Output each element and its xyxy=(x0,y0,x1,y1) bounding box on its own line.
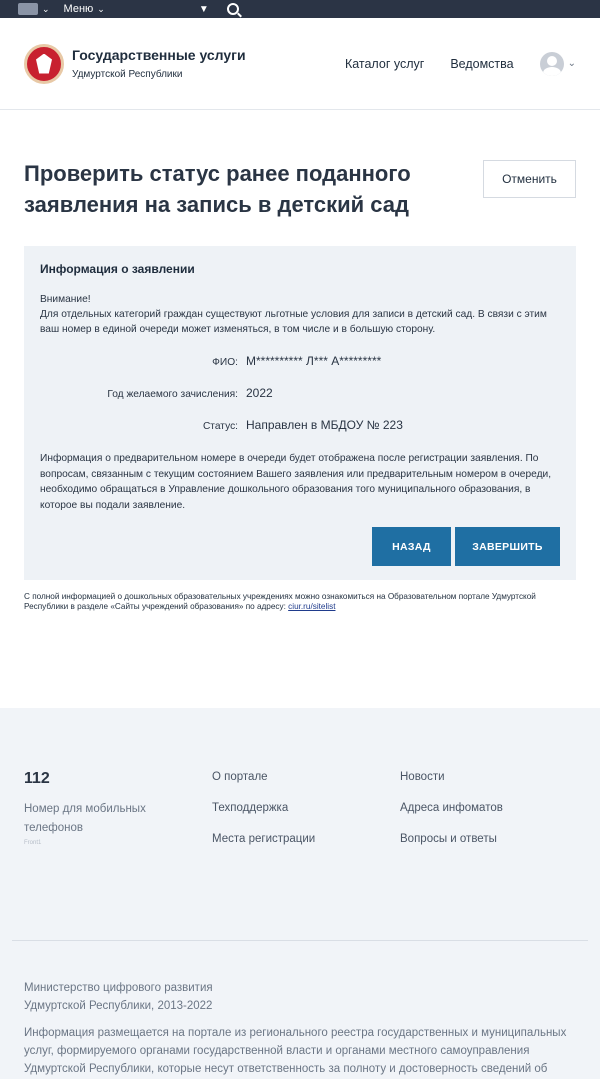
card-title: Информация о заявлении xyxy=(40,262,195,276)
brand[interactable] xyxy=(72,47,246,80)
brand-subtitle: Удмуртской Республики xyxy=(72,69,183,80)
field-row-fio xyxy=(40,354,560,386)
field-row-year xyxy=(40,386,560,418)
field-label: Год желаемого зачисления: xyxy=(107,389,238,400)
menu-label: Меню xyxy=(63,3,94,15)
emergency-phone[interactable]: 112 xyxy=(24,770,50,787)
chevron-down-icon: ⌄ xyxy=(567,58,576,69)
footer-link-registration-places[interactable]: Места регистрации xyxy=(212,833,316,845)
cancel-button[interactable]: Отменить xyxy=(483,160,576,198)
nav-catalog-link[interactable]: Каталог услуг xyxy=(344,56,425,71)
footer-links-column-1 xyxy=(212,770,400,864)
location-icon[interactable]: ▼ xyxy=(198,3,209,15)
notice xyxy=(40,292,560,337)
status-value: Направлен в МБДОУ № 223 xyxy=(246,418,403,432)
notice-text: Для отдельных категорий граждан существуют льготные условия для записи в детский сад. В связи с этим ваш номер в единой очереди может изменяться, в том числе и в большую сторону. xyxy=(40,309,547,335)
nav-departments-link[interactable]: Ведомства xyxy=(450,56,514,71)
footer-link-infomats[interactable]: Адреса инфоматов xyxy=(400,802,503,814)
region-emblem-icon xyxy=(18,3,38,15)
footer-links-column-2 xyxy=(400,770,503,864)
field-value: М********** Л*** А********* xyxy=(246,354,382,368)
search-icon[interactable] xyxy=(227,3,239,15)
ministry-line: Удмуртской Республики, 2013-2022 xyxy=(24,1000,213,1012)
phone-description: Номер для мобильных телефонов xyxy=(24,803,146,834)
chevron-down-icon: ⌄ xyxy=(97,3,105,14)
build-label: Front1 xyxy=(24,840,42,846)
page-title: Проверить статус ранее поданного заявления на запись в детский сад xyxy=(24,161,411,217)
site-header xyxy=(0,18,600,110)
main-nav xyxy=(319,52,576,76)
footer-columns xyxy=(0,708,600,864)
back-button[interactable]: НАЗАД xyxy=(372,527,451,566)
avatar-icon xyxy=(540,52,564,76)
notice-heading: Внимание! xyxy=(40,294,91,305)
footnote xyxy=(24,592,576,612)
footer-link-about[interactable]: О портале xyxy=(212,771,268,783)
menu-button[interactable] xyxy=(64,3,105,15)
footer-link-faq[interactable]: Вопросы и ответы xyxy=(400,833,497,845)
footer-phone-column xyxy=(24,770,212,864)
footer-link-news[interactable]: Новости xyxy=(400,771,445,783)
site-footer xyxy=(0,708,600,1079)
sitelist-link[interactable]: ciur.ru/sitelist xyxy=(288,602,336,611)
queue-info-text: Информация о предварительном номере в очереди будет отображена после регистрации заявления. По вопросам, связанным с текущим состоянием Вашего заявления или предварительным номером в очереди, необходимо обращаться в Управление дошкольного образования того муниципального образования, в которое вы подали заявление. xyxy=(40,453,552,511)
field-value: 2022 xyxy=(246,386,273,400)
finish-button[interactable]: ЗАВЕРШИТЬ xyxy=(455,527,560,566)
brand-title: Государственные услуги xyxy=(72,47,246,63)
region-selector[interactable] xyxy=(18,3,50,15)
top-bar xyxy=(0,0,600,18)
footnote-text: С полной информацией о дошкольных образовательных учреждениях можно ознакомиться на Образовательном портале Удмуртской Республики в разделе «Сайты учреждений образования» по адресу: xyxy=(24,592,536,611)
footer-link-support[interactable]: Техподдержка xyxy=(212,802,289,814)
user-menu[interactable] xyxy=(540,52,576,76)
udmurtia-emblem-logo[interactable] xyxy=(24,44,64,84)
application-info-card xyxy=(24,246,576,580)
field-label: ФИО: xyxy=(212,357,238,368)
application-fields xyxy=(40,354,560,450)
chevron-down-icon: ⌄ xyxy=(42,3,50,14)
footer-disclaimer: Информация размещается на портале из регионального реестра государственных и муниципальных услуг, формируемого органами государственной власти и органами местного самоуправления Удмуртской Республики, которые несут ответственность за полноту и достоверность сведений об xyxy=(24,1027,567,1075)
page-head xyxy=(0,110,600,220)
field-row-status xyxy=(40,418,560,450)
ministry-credit xyxy=(0,941,600,1015)
field-label: Статус: xyxy=(202,421,238,432)
ministry-line: Министерство цифрового развития xyxy=(24,982,213,994)
card-actions xyxy=(40,527,560,566)
